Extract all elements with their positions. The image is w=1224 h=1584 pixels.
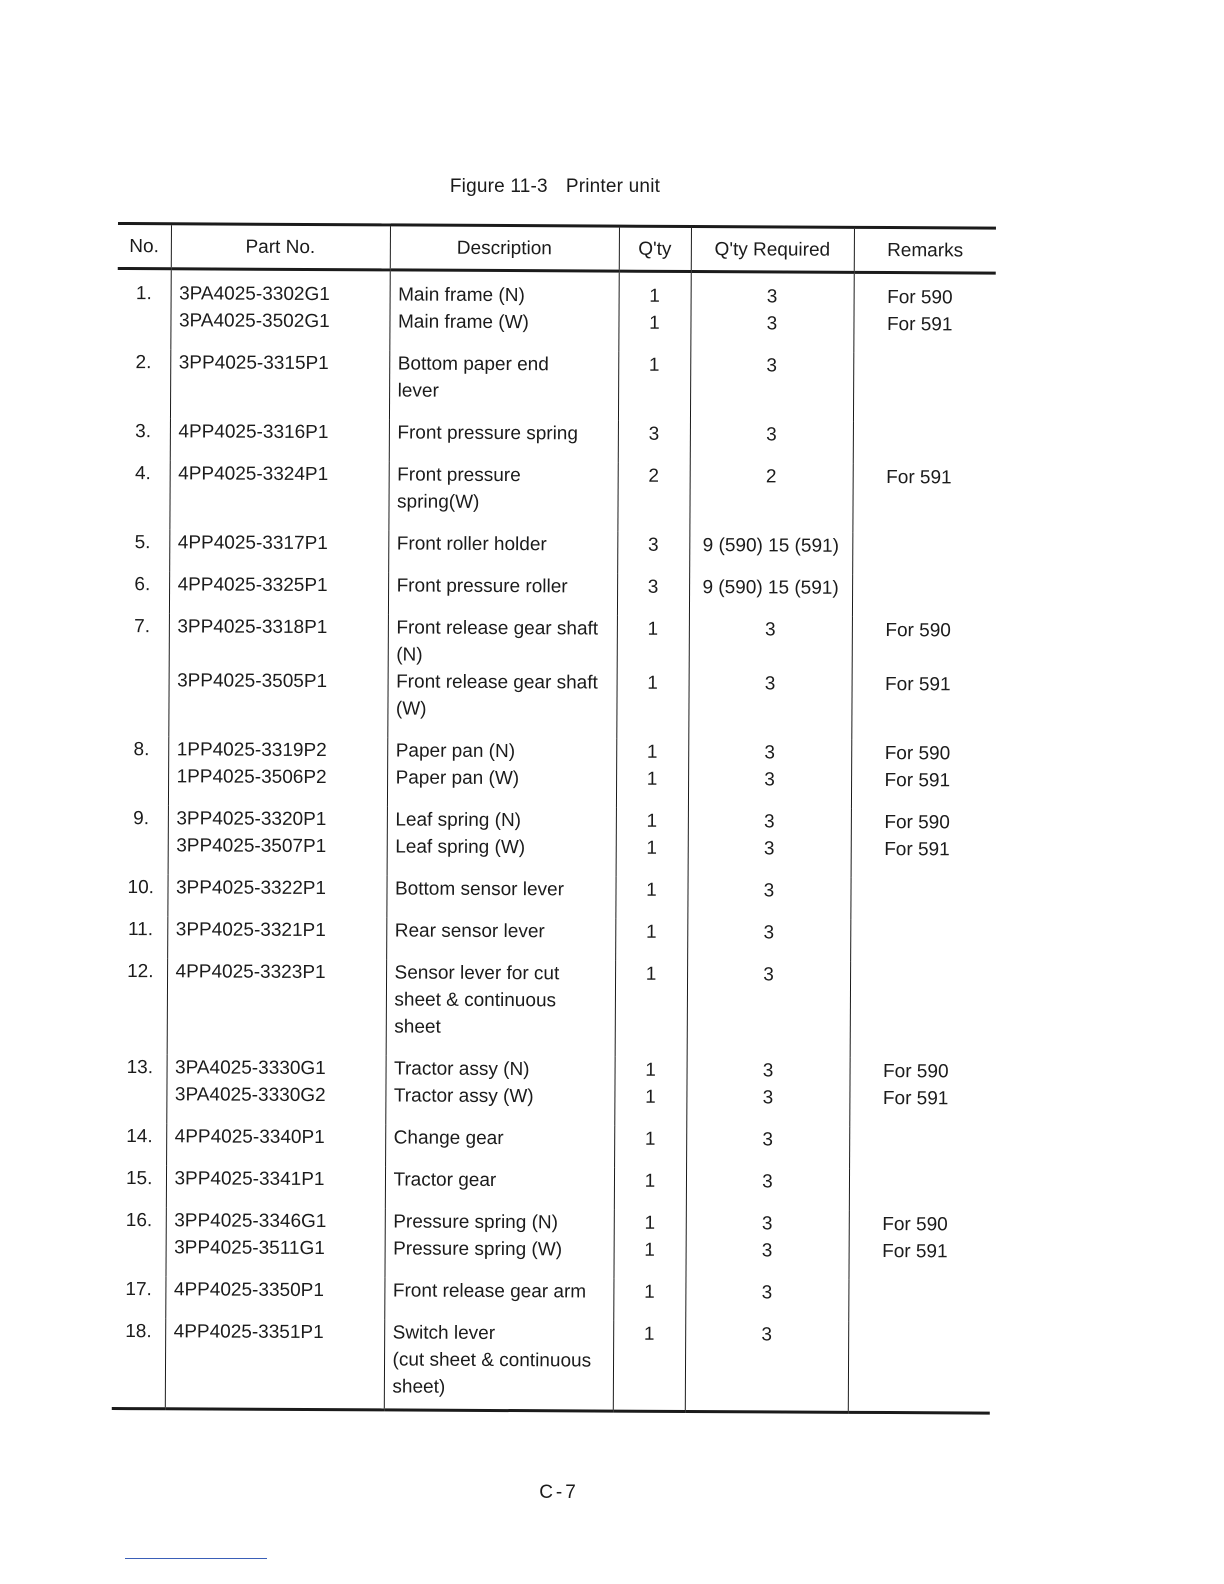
footer-rule bbox=[125, 1558, 267, 1559]
part-number-cell bbox=[167, 874, 386, 917]
table-row bbox=[113, 1165, 991, 1212]
qty-cell bbox=[613, 1321, 685, 1412]
qty-value: 1 bbox=[649, 285, 660, 307]
qty-cell bbox=[616, 616, 689, 739]
qty-required-value: 3 bbox=[762, 1087, 774, 1109]
qty-required-cell bbox=[690, 352, 853, 422]
description-line: Tractor assy (W) bbox=[393, 1085, 534, 1108]
part-number: 3PP4025-3507P1 bbox=[176, 835, 327, 858]
qty-value: 1 bbox=[644, 1170, 656, 1192]
part-number: 3PP4025-3346G1 bbox=[174, 1210, 327, 1233]
description-line: Front release gear shaft bbox=[396, 617, 599, 640]
item-number: 1. bbox=[135, 283, 152, 305]
remark-text: For 591 bbox=[882, 1088, 949, 1110]
qty-required-cell bbox=[686, 1168, 849, 1211]
description-cell bbox=[386, 917, 615, 960]
qty-required-value: 3 bbox=[763, 838, 775, 860]
qty-required-cell bbox=[688, 739, 851, 809]
qty-value: 1 bbox=[644, 1239, 655, 1261]
qty-cell bbox=[615, 961, 688, 1057]
qty-required-value: 2 bbox=[765, 466, 777, 488]
qty-cell bbox=[617, 532, 689, 574]
qty-value bbox=[617, 643, 688, 670]
remarks-cell bbox=[852, 464, 994, 534]
description-line: Front release gear arm bbox=[392, 1280, 587, 1303]
part-number: 4PP4025-3324P1 bbox=[178, 463, 329, 486]
description-line: Bottom paper end bbox=[397, 353, 549, 376]
item-number-cell bbox=[113, 1054, 166, 1123]
qty-cell bbox=[614, 1168, 686, 1210]
description-cell bbox=[385, 1166, 614, 1209]
remarks-cell bbox=[848, 1322, 990, 1413]
figure-title: Printer unit bbox=[565, 176, 661, 197]
table-row bbox=[115, 805, 993, 879]
qty-required-cell bbox=[687, 877, 850, 920]
remark-text: For 591 bbox=[884, 770, 951, 792]
qty-required-cell bbox=[685, 1210, 848, 1280]
description-line: Sensor lever for cut bbox=[394, 962, 560, 985]
item-number: 16. bbox=[125, 1210, 153, 1232]
part-number: 4PP4025-3317P1 bbox=[177, 532, 328, 555]
remarks-cell bbox=[850, 962, 993, 1059]
part-number-cell bbox=[165, 1207, 384, 1277]
description-cell bbox=[388, 461, 617, 531]
description-line: Front roller holder bbox=[396, 533, 547, 556]
qty-required-value: 3 bbox=[765, 619, 776, 641]
description-line: Front pressure spring bbox=[397, 422, 579, 445]
part-number-cell bbox=[167, 958, 386, 1055]
qty-required-cell bbox=[686, 1126, 849, 1169]
qty-value: 1 bbox=[644, 1281, 655, 1303]
description-cell bbox=[385, 1055, 614, 1125]
part-number: 3PP4025-3341P1 bbox=[174, 1168, 325, 1191]
qty-required-value: 3 bbox=[762, 1129, 774, 1151]
qty-required-value: 9 (590) 15 (591) bbox=[702, 535, 839, 557]
qty-required-value: 3 bbox=[766, 355, 778, 377]
table-body bbox=[112, 268, 996, 1413]
qty-required-cell bbox=[685, 1279, 848, 1322]
part-number: 1PP4025-3506P2 bbox=[176, 766, 327, 789]
remark-text: For 590 bbox=[887, 287, 953, 309]
description-line: Change gear bbox=[393, 1127, 504, 1150]
qty-required-cell bbox=[689, 574, 852, 617]
remarks-cell bbox=[848, 1211, 990, 1281]
description-cell bbox=[384, 1319, 613, 1411]
remarks-cell bbox=[849, 1058, 991, 1128]
qty-required-value: 9 (590) 15 (591) bbox=[702, 577, 839, 599]
description-cell bbox=[386, 875, 615, 918]
table-row bbox=[112, 1318, 990, 1413]
table-row bbox=[117, 268, 995, 353]
qty-required-cell bbox=[687, 961, 851, 1058]
qty-required-value: 3 bbox=[764, 769, 775, 791]
item-number-cell bbox=[114, 958, 168, 1054]
part-number: 4PP4025-3340P1 bbox=[174, 1126, 325, 1149]
remarks-cell bbox=[848, 1280, 990, 1323]
remarks-cell bbox=[851, 740, 993, 810]
description-line: Paper pan (W) bbox=[395, 767, 520, 790]
description-cell bbox=[384, 1208, 613, 1278]
item-number-cell bbox=[114, 916, 167, 958]
qty-required-cell bbox=[688, 616, 852, 740]
table-row bbox=[117, 349, 995, 423]
item-number: 9. bbox=[133, 808, 150, 830]
qty-value: 1 bbox=[646, 879, 657, 901]
qty-required-value: 3 bbox=[766, 424, 777, 446]
item-number-cell bbox=[115, 805, 168, 874]
qty-cell bbox=[614, 1126, 686, 1168]
item-number-cell bbox=[112, 1207, 165, 1276]
remark-text: For 590 bbox=[883, 1061, 949, 1083]
remark-text: For 590 bbox=[884, 743, 951, 765]
description-line: sheet & continuous bbox=[394, 989, 557, 1012]
item-number-cell bbox=[117, 268, 170, 349]
qty-required-cell bbox=[685, 1321, 848, 1412]
remarks-cell bbox=[849, 1169, 991, 1212]
part-number: 3PP4025-3318P1 bbox=[177, 616, 328, 639]
remark-text: For 591 bbox=[884, 839, 950, 861]
item-number: 8. bbox=[133, 739, 150, 761]
qty-required-value: 3 bbox=[763, 922, 775, 944]
description-cell bbox=[387, 737, 616, 807]
qty-required-value: 3 bbox=[766, 286, 778, 308]
qty-value: 1 bbox=[644, 1128, 656, 1150]
item-number-cell bbox=[116, 460, 169, 529]
qty-required-value: 3 bbox=[761, 1324, 773, 1346]
table-row bbox=[116, 529, 994, 576]
description-line: sheet bbox=[394, 1016, 441, 1038]
table-row bbox=[114, 916, 992, 963]
part-number-cell bbox=[166, 1123, 385, 1166]
item-number-cell bbox=[113, 1123, 166, 1165]
figure-caption bbox=[0, 176, 1110, 198]
part-number: 3PP4025-3321P1 bbox=[175, 919, 326, 942]
qty-cell bbox=[617, 574, 689, 616]
part-number: 3PA4025-3502G1 bbox=[178, 310, 330, 333]
description-line: sheet) bbox=[392, 1376, 446, 1398]
remarks-cell bbox=[853, 353, 995, 423]
description-cell bbox=[385, 1124, 614, 1167]
item-number: 4. bbox=[134, 463, 151, 485]
table-row bbox=[116, 460, 994, 534]
part-number-cell bbox=[165, 1318, 384, 1410]
part-number: 3PA4025-3330G1 bbox=[175, 1057, 326, 1080]
remarks-cell bbox=[850, 878, 992, 921]
part-number: 3PP4025-3315P1 bbox=[178, 352, 329, 375]
remark-text bbox=[885, 644, 994, 672]
table-row bbox=[114, 874, 992, 921]
item-number: 3. bbox=[135, 421, 152, 443]
header-qty: Q'ty bbox=[619, 226, 691, 271]
table-row bbox=[113, 1123, 991, 1170]
qty-cell bbox=[613, 1210, 685, 1279]
description-line: (N) bbox=[396, 644, 423, 666]
qty-required-value bbox=[689, 643, 851, 671]
header-remarks: Remarks bbox=[854, 227, 996, 273]
qty-value: 3 bbox=[648, 423, 660, 445]
description-line: Bottom sensor lever bbox=[394, 878, 565, 901]
remarks-cell bbox=[853, 272, 995, 353]
qty-value: 1 bbox=[645, 1086, 656, 1108]
description-cell bbox=[389, 350, 618, 420]
part-number: 3PP4025-3511G1 bbox=[174, 1237, 325, 1260]
description-line: Leaf spring (N) bbox=[395, 809, 522, 832]
qty-required-cell bbox=[686, 1057, 849, 1127]
qty-cell bbox=[618, 352, 690, 421]
qty-value: 2 bbox=[648, 465, 660, 487]
qty-required-value: 3 bbox=[762, 1060, 774, 1082]
description-line: Tractor assy (N) bbox=[394, 1058, 530, 1081]
description-cell bbox=[389, 419, 618, 462]
part-number: 3PP4025-3505P1 bbox=[177, 670, 328, 693]
table-row bbox=[114, 958, 992, 1059]
qty-required-value: 3 bbox=[762, 1171, 773, 1193]
qty-value: 1 bbox=[646, 837, 658, 859]
qty-required-cell bbox=[687, 919, 850, 962]
qty-cell bbox=[613, 1279, 685, 1321]
header-qty-required: Q'ty Required bbox=[691, 227, 854, 273]
description-cell bbox=[387, 806, 616, 876]
remark-text: For 590 bbox=[882, 1214, 948, 1236]
description-line: (W) bbox=[395, 698, 427, 720]
table-row bbox=[115, 613, 994, 741]
item-number: 14. bbox=[126, 1126, 153, 1148]
item-number-cell bbox=[117, 418, 170, 460]
part-number-cell bbox=[170, 418, 389, 461]
table-row bbox=[115, 736, 993, 810]
remarks-cell bbox=[850, 920, 992, 963]
figure-number: Figure 11-3 bbox=[449, 176, 548, 197]
part-number-cell bbox=[166, 1165, 385, 1208]
description-line: Paper pan (N) bbox=[395, 740, 516, 763]
qty-required-cell bbox=[690, 271, 853, 352]
qty-value: 1 bbox=[647, 672, 658, 694]
item-number-cell bbox=[117, 349, 170, 418]
qty-value: 1 bbox=[645, 921, 657, 943]
qty-value: 3 bbox=[647, 576, 659, 598]
header-part-no: Part No. bbox=[171, 224, 390, 270]
header-no: No. bbox=[118, 223, 171, 268]
qty-required-value: 3 bbox=[764, 811, 775, 833]
remarks-cell bbox=[853, 422, 995, 465]
item-number: 5. bbox=[134, 532, 151, 554]
remark-text: For 591 bbox=[885, 674, 951, 696]
table-row bbox=[117, 418, 995, 465]
part-number-cell bbox=[170, 269, 389, 351]
qty-cell bbox=[616, 739, 688, 808]
description-line: Front pressure roller bbox=[396, 575, 568, 598]
qty-cell bbox=[616, 808, 688, 877]
remark-text: For 591 bbox=[886, 467, 952, 489]
part-number-cell bbox=[169, 460, 388, 530]
description-line: Switch lever bbox=[392, 1322, 496, 1344]
part-number: 3PP4025-3320P1 bbox=[176, 808, 327, 831]
remarks-cell bbox=[852, 575, 994, 618]
item-number-cell bbox=[114, 874, 167, 916]
table-row bbox=[112, 1276, 990, 1323]
qty-value: 1 bbox=[648, 354, 660, 376]
part-number: 4PP4025-3351P1 bbox=[173, 1321, 324, 1344]
remark-text: For 590 bbox=[884, 812, 950, 834]
item-number-cell bbox=[116, 571, 169, 613]
description-line: Tractor gear bbox=[393, 1169, 497, 1191]
qty-required-cell bbox=[689, 532, 852, 575]
item-number: 10. bbox=[127, 877, 155, 899]
remark-text: For 591 bbox=[886, 314, 953, 336]
remarks-cell bbox=[849, 1127, 991, 1170]
part-number: 4PP4025-3323P1 bbox=[175, 961, 326, 984]
qty-value: 1 bbox=[645, 963, 657, 985]
remarks-cell bbox=[851, 617, 994, 741]
remarks-cell bbox=[852, 533, 994, 576]
description-line: Front pressure bbox=[397, 464, 521, 487]
description-line: Main frame (W) bbox=[397, 311, 529, 334]
qty-required-value: 3 bbox=[766, 313, 778, 335]
item-number-cell bbox=[113, 1165, 166, 1207]
qty-value: 1 bbox=[646, 810, 658, 832]
qty-value: 1 bbox=[649, 312, 660, 334]
description-line: Front release gear shaft bbox=[396, 671, 598, 694]
qty-value: 1 bbox=[646, 768, 658, 790]
table-row bbox=[113, 1054, 991, 1128]
part-number-cell bbox=[170, 349, 389, 419]
header-description: Description bbox=[390, 225, 619, 271]
item-number: 18. bbox=[125, 1321, 152, 1343]
part-number-cell bbox=[169, 529, 388, 572]
part-number bbox=[177, 640, 387, 668]
qty-cell bbox=[614, 1057, 686, 1126]
qty-cell bbox=[618, 271, 690, 352]
qty-cell bbox=[615, 919, 687, 961]
qty-required-value: 3 bbox=[764, 673, 776, 695]
qty-required-cell bbox=[690, 421, 853, 464]
qty-value: 1 bbox=[644, 1212, 656, 1234]
description-line: Pressure spring (W) bbox=[393, 1238, 563, 1261]
remark-text: For 590 bbox=[885, 620, 951, 642]
part-number-cell bbox=[168, 805, 387, 875]
part-number-cell bbox=[168, 736, 387, 806]
item-number: 6. bbox=[134, 574, 151, 596]
item-number: 15. bbox=[125, 1168, 153, 1190]
part-number: 4PP4025-3325P1 bbox=[177, 574, 328, 597]
qty-required-value: 3 bbox=[763, 964, 774, 986]
part-number: 4PP4025-3350P1 bbox=[173, 1279, 324, 1302]
description-line: (cut sheet & continuous bbox=[392, 1349, 592, 1372]
part-number: 3PA4025-3302G1 bbox=[179, 283, 330, 306]
description-line: Rear sensor lever bbox=[394, 920, 545, 943]
description-line: Pressure spring (N) bbox=[393, 1211, 559, 1234]
item-number: 13. bbox=[126, 1057, 154, 1079]
item-number: 7. bbox=[134, 616, 151, 638]
qty-value: 3 bbox=[647, 534, 659, 556]
qty-required-value: 3 bbox=[764, 742, 776, 764]
part-number-cell bbox=[166, 1054, 385, 1124]
qty-required-value: 3 bbox=[761, 1213, 773, 1235]
part-number: 1PP4025-3319P2 bbox=[176, 739, 327, 762]
header-row bbox=[118, 223, 996, 273]
qty-value: 1 bbox=[646, 741, 658, 763]
description-cell bbox=[384, 1277, 613, 1320]
part-number-cell bbox=[168, 613, 388, 737]
item-number: 2. bbox=[135, 352, 152, 374]
item-number-cell bbox=[115, 613, 169, 736]
qty-value: 1 bbox=[647, 618, 659, 640]
item-number: 12. bbox=[127, 961, 154, 983]
item-number-cell bbox=[116, 529, 169, 571]
qty-value: 1 bbox=[643, 1323, 655, 1345]
description-line: spring(W) bbox=[396, 491, 480, 513]
item-number-cell bbox=[115, 736, 168, 805]
qty-required-cell bbox=[688, 808, 851, 878]
qty-required-value: 3 bbox=[761, 1240, 773, 1262]
part-number: 3PP4025-3322P1 bbox=[175, 877, 327, 900]
item-number: 17. bbox=[125, 1279, 152, 1301]
description-cell bbox=[386, 959, 615, 1056]
qty-required-value: 3 bbox=[763, 880, 775, 902]
remarks-cell bbox=[851, 809, 993, 879]
table-row bbox=[112, 1207, 990, 1281]
part-number-cell bbox=[169, 571, 388, 614]
page-number: C-7 bbox=[539, 1482, 579, 1503]
part-number: 3PA4025-3330G2 bbox=[174, 1084, 326, 1107]
part-number-cell bbox=[165, 1276, 384, 1319]
part-number-cell bbox=[167, 916, 386, 959]
item-number-cell bbox=[112, 1276, 165, 1318]
description-cell bbox=[389, 270, 618, 352]
qty-cell bbox=[618, 421, 690, 463]
qty-cell bbox=[617, 463, 689, 532]
item-number: 11. bbox=[127, 919, 154, 941]
qty-required-cell bbox=[689, 463, 852, 533]
part-number: 4PP4025-3316P1 bbox=[178, 421, 329, 444]
table-row bbox=[116, 571, 994, 618]
qty-required-value: 3 bbox=[761, 1282, 773, 1304]
qty-cell bbox=[615, 877, 687, 919]
remark-text: For 591 bbox=[882, 1241, 948, 1263]
parts-table bbox=[112, 222, 996, 1415]
description-line: Main frame (N) bbox=[398, 284, 525, 307]
description-cell bbox=[388, 530, 617, 573]
qty-value: 1 bbox=[645, 1059, 656, 1081]
description-cell bbox=[387, 614, 617, 738]
description-line: lever bbox=[397, 380, 439, 402]
item-number-cell bbox=[112, 1318, 165, 1409]
description-line: Leaf spring (W) bbox=[395, 836, 526, 859]
description-cell bbox=[388, 572, 617, 615]
